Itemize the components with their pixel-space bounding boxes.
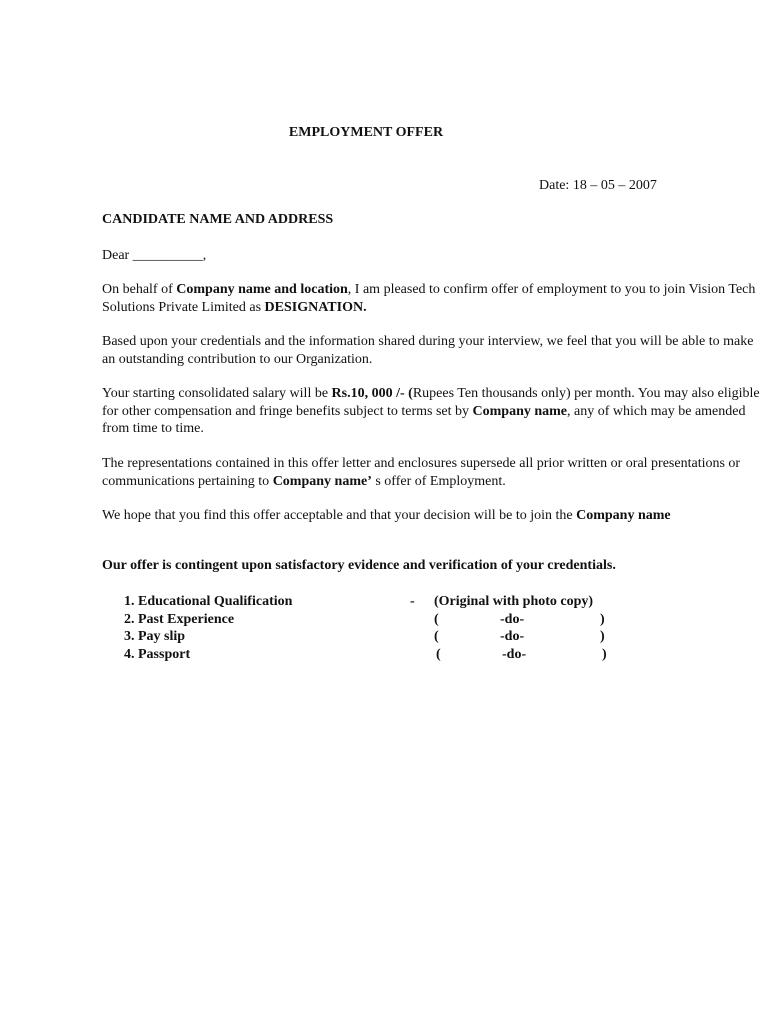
document-label: 2. Past Experience xyxy=(124,611,235,627)
open-paren: ( xyxy=(434,629,439,644)
company-name: Company name xyxy=(472,403,568,419)
document-label: 1. Educational Qualification xyxy=(124,594,293,609)
paragraph-credentials: Based upon your credentials and the information shared during your interview, we feel that you will be able to make an outstanding contribution to our Organization. xyxy=(102,334,754,367)
document-requirement: -do- xyxy=(502,646,527,662)
document-label: 4. Passport xyxy=(124,646,191,662)
open-paren: ( xyxy=(434,611,439,627)
document-requirement: (Original with photo copy) xyxy=(434,594,594,609)
designation: DESIGNATION. xyxy=(264,299,367,315)
salutation: Dear __________, xyxy=(102,248,207,263)
open-paren: ( xyxy=(436,646,441,662)
document-dash: - xyxy=(410,594,415,609)
paragraph-salary: Your starting consolidated salary will be Rs.10, 000 /- (Rupees Ten thousands only) per month. You may also eligible for other compensation and fringe benefits subject to terms set by Company name, any of which may be amended from time to time. xyxy=(102,386,760,436)
candidate-heading: CANDIDATE NAME AND ADDRESS xyxy=(102,212,334,227)
company-name-location: Company name and location xyxy=(176,282,348,297)
paragraph-hope: We hope that you find this offer acceptable and that your decision will be to join the Company name xyxy=(102,508,671,523)
company-name: Company name xyxy=(576,508,671,523)
letter-date: Date: 18 – 05 – 2007 xyxy=(539,178,657,193)
close-paren: ) xyxy=(600,629,605,644)
paragraph-representations: The representations contained in this offer letter and enclosures supersede all prior written or oral presentations or communications pertaining to Company name’ s offer of Employment. xyxy=(102,456,741,489)
document-requirement: -do- xyxy=(500,611,525,627)
salary-amount: Rs.10, 000 /- ( xyxy=(331,386,413,401)
company-name: Company name’ xyxy=(272,473,372,489)
letter-title: EMPLOYMENT OFFER xyxy=(288,125,444,140)
document-label: 3. Pay slip xyxy=(124,629,186,644)
document-requirement: -do- xyxy=(500,629,525,644)
close-paren: ) xyxy=(600,611,605,627)
paragraph-offer: On behalf of Company name and location, I am pleased to confirm offer of employment to you to join Vision Tech Solutions Private Limited as DESIGNATION. xyxy=(102,282,756,315)
contingent-statement: Our offer is contingent upon satisfactory evidence and verification of your credentials. xyxy=(102,558,616,573)
close-paren: ) xyxy=(602,646,607,662)
